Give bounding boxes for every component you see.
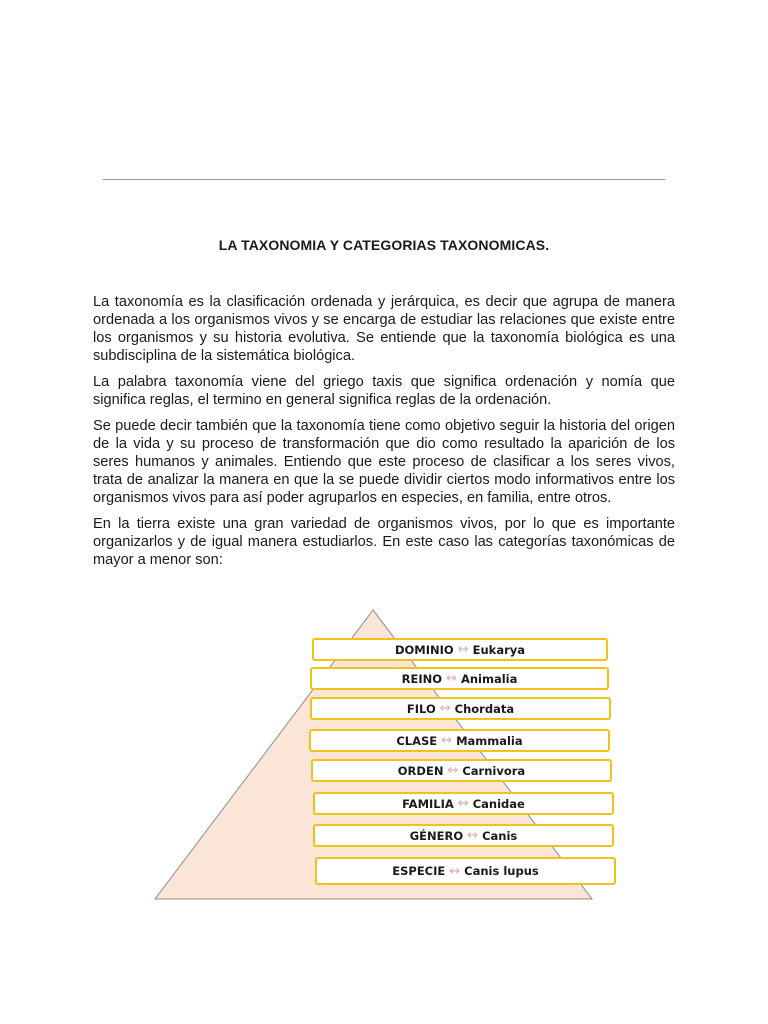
category-rank: FAMILIA: [402, 796, 454, 811]
header-divider: [103, 179, 665, 180]
category-name: Canis lupus: [464, 864, 539, 878]
category-clase: [309, 729, 610, 752]
category-rank: ORDEN: [397, 763, 444, 778]
double-arrow-icon: ↔: [449, 863, 461, 879]
category-name: Animalia: [460, 671, 518, 686]
category-name: Canidae: [472, 796, 525, 811]
document-title: LA TAXONOMIA Y CATEGORIAS TAXONOMICAS.: [218, 237, 550, 253]
paragraph-3: Se puede decir también que la taxonomía tiene como objetivo seguir la historia del origen de la vida y su proceso de transformación que dio como resultado la aparición de los seres humanos y animales. Entiendo que este proceso de clasificar a los seres vivos, trata de analizar la manera en que la se puede dividir ciertos modo informativos entre los organismos vivos para así poder agruparlos en especies, en familia, entre otros.: [93, 418, 675, 506]
paragraph-2: La palabra taxonomía viene del griego taxis que significa ordenación y nomía que significa reglas, el termino en general significa reglas de la ordenación.: [93, 374, 675, 408]
category-rank: CLASE: [396, 733, 438, 748]
category-rank: REINO: [401, 671, 443, 686]
document-body: [93, 293, 675, 577]
category-genero: [313, 824, 614, 847]
category-dominio: [312, 638, 608, 661]
category-rank: FILO: [406, 701, 436, 716]
category-name: Chordata: [454, 701, 515, 716]
category-name: Eukarya: [472, 642, 526, 657]
category-rank: GÉNERO: [409, 828, 464, 843]
double-arrow-icon: ↔: [467, 828, 479, 843]
category-rank: DOMINIO: [394, 642, 454, 657]
double-arrow-icon: ↔: [447, 763, 459, 778]
paragraph-4: En la tierra existe una gran variedad de organismos vivos, por lo que es importante organizarlos y de igual manera estudiarlos. En este caso las categorías taxonómicas de mayor a menor son:: [93, 516, 675, 568]
double-arrow-icon: ↔: [457, 642, 469, 657]
category-name: Carnivora: [462, 763, 526, 778]
category-especie: [315, 857, 616, 885]
category-rank: ESPECIE: [392, 864, 446, 878]
category-familia: [313, 792, 614, 815]
double-arrow-icon: ↔: [446, 671, 457, 686]
category-orden: [311, 759, 612, 782]
paragraph-1: La taxonomía es la clasificación ordenada y jerárquica, es decir que agrupa de manera ordenada a los organismos vivos y se encarga de estudiar las relaciones que existe entre los organismos y su historia evolutiva. Se entiende que la taxonomía biológica es una subdisciplina de la sistemática biológica.: [93, 294, 675, 364]
category-name: Canis: [482, 828, 518, 843]
category-filo: [310, 697, 611, 720]
double-arrow-icon: ↔: [439, 701, 451, 716]
category-reino: [310, 667, 609, 690]
category-name: Mammalia: [456, 733, 523, 748]
double-arrow-icon: ↔: [457, 796, 469, 811]
double-arrow-icon: ↔: [441, 733, 453, 748]
